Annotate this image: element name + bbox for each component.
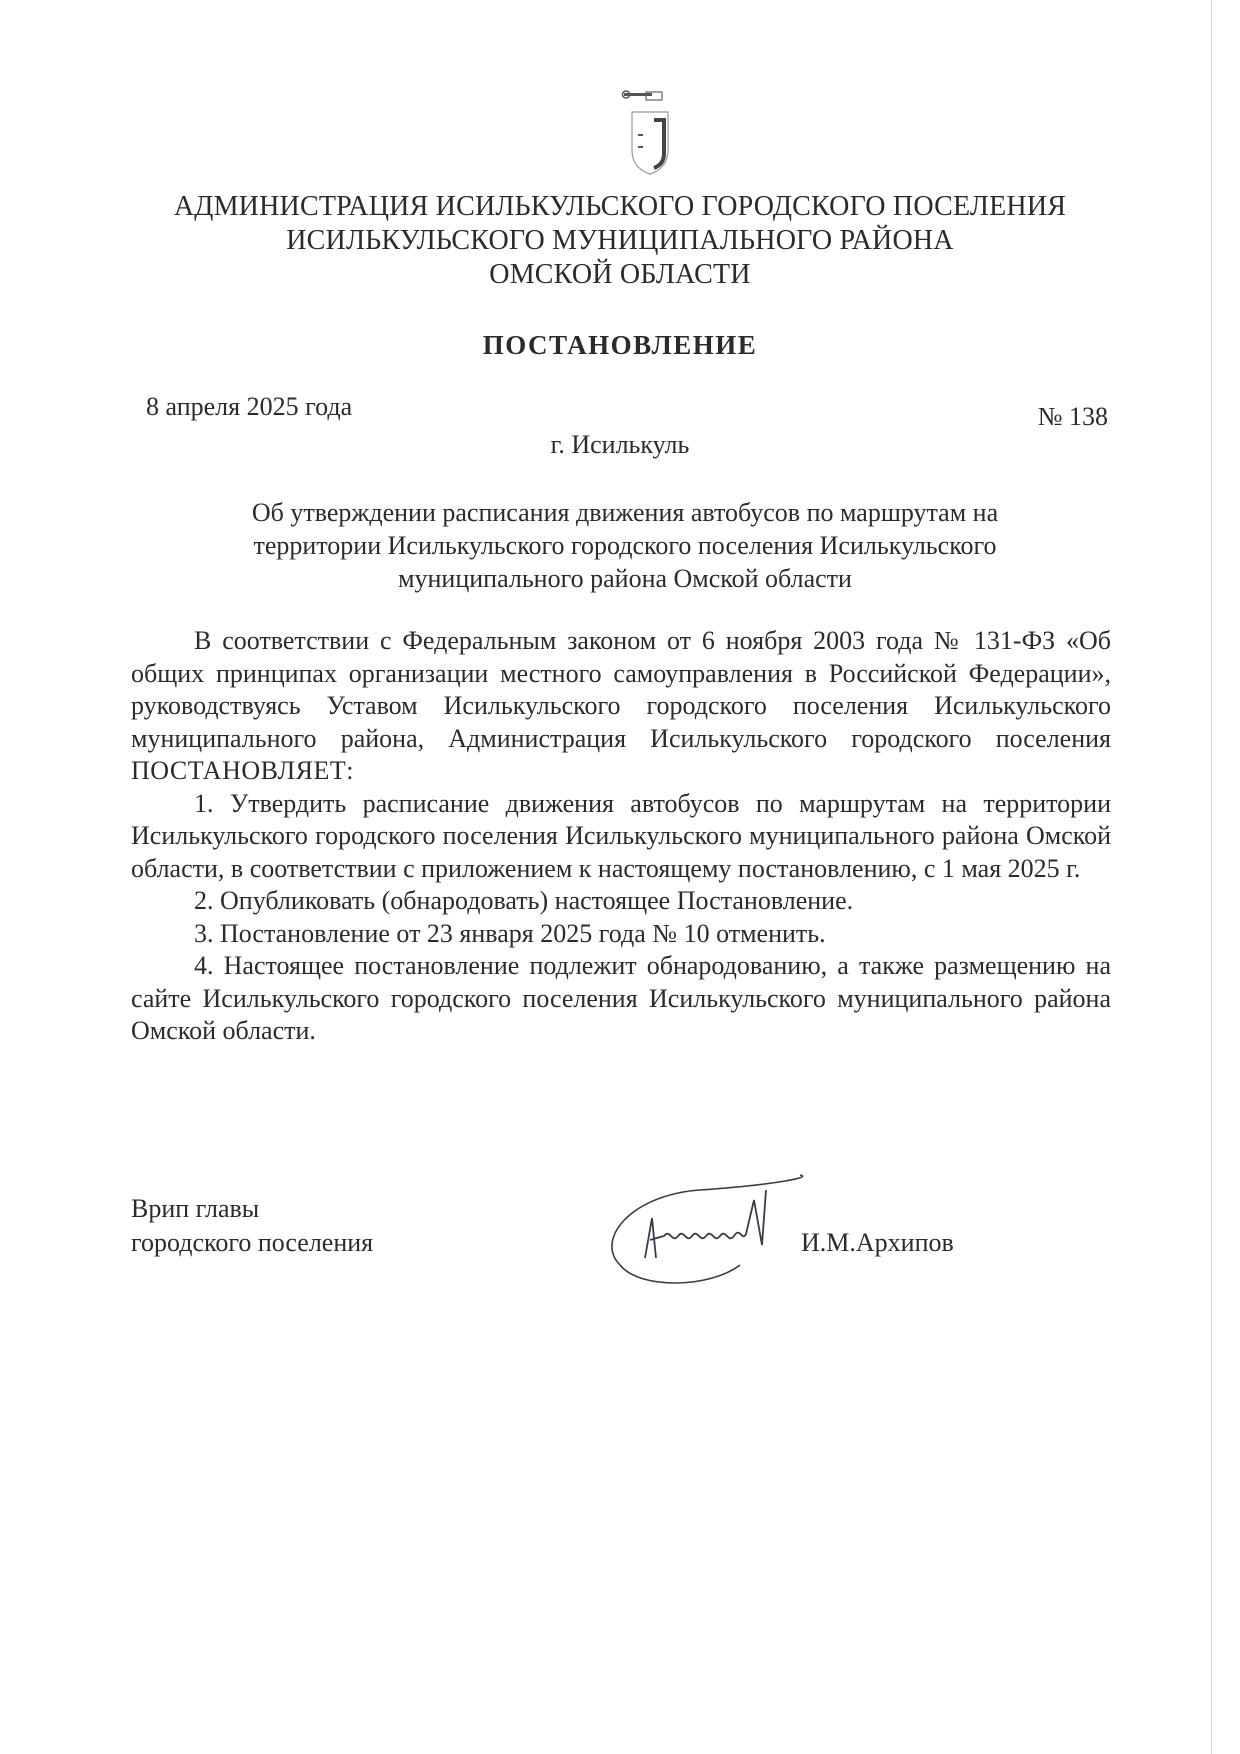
list-item: 3. Постановление от 23 января 2025 года № 10 отменить. — [194, 918, 826, 948]
header-line-3: ОМСКОЙ ОБЛАСТИ — [489, 259, 751, 290]
position-line-2: городского поселения — [131, 1228, 374, 1257]
organization-header — [120, 190, 1120, 292]
subject-line-2: территории Исилькульского городского поселения Исилькульского — [253, 531, 997, 560]
document-number: № 138 — [1037, 402, 1108, 431]
header-line-1: АДМИНИСТРАЦИЯ ИСИЛЬКУЛЬСКОГО ГОРОДСКОГО ПОСЕЛЕНИЯ — [173, 191, 1067, 222]
position-line-1: Врип главы — [131, 1194, 260, 1223]
document-subject — [170, 496, 1080, 595]
preamble-paragraph — [131, 625, 1111, 788]
resolves-keyword: ПОСТАНОВЛЯЕТ: — [131, 756, 354, 785]
list-item: 1. Утвердить расписание движения автобусов по маршрутам на территории Исилькульского городского поселения Исилькульского муниципального района Омской области, в соответствии с приложением к настоящему постановлению, с 1 мая 2025 г. — [131, 788, 1111, 883]
subject-line-3: муниципального района Омской области — [398, 564, 852, 593]
document-type-title: ПОСТАНОВЛЕНИЕ — [482, 330, 758, 360]
header-line-2: ИСИЛЬКУЛЬСКОГО МУНИЦИПАЛЬНОГО РАЙОНА — [286, 225, 954, 256]
signer-name: И.М.Архипов — [801, 1228, 954, 1257]
preamble-text: В соответствии с Федеральным законом от 6 ноября 2003 года № 131-ФЗ «Об общих принципах организации местного самоуправления в Российской Федерации», руководствуясь Уставом Исилькульского городского поселения Исилькульского муниципального района, Администрация Исилькульского городского поселения — [131, 626, 1111, 753]
document-date: 8 апреля 2025 года — [146, 392, 353, 421]
list-item: 4. Настоящее постановление подлежит обнародованию, а также размещению на сайте Исилькульского городского поселения Исилькульского муниципального района Омской области. — [131, 951, 1111, 1045]
list-item: 2. Опубликовать (обнародовать) настоящее Постановление. — [194, 886, 854, 915]
handwritten-signature — [590, 1170, 830, 1295]
subject-line-1: Об утверждении расписания движения автобусов по маршрутам на — [251, 498, 999, 527]
document-city: г. Исилькуль — [550, 430, 690, 459]
signatory-position — [131, 1192, 373, 1260]
coat-of-arms-icon — [618, 90, 682, 180]
document-body — [131, 625, 1111, 1048]
scan-edge-line — [1211, 0, 1212, 1754]
